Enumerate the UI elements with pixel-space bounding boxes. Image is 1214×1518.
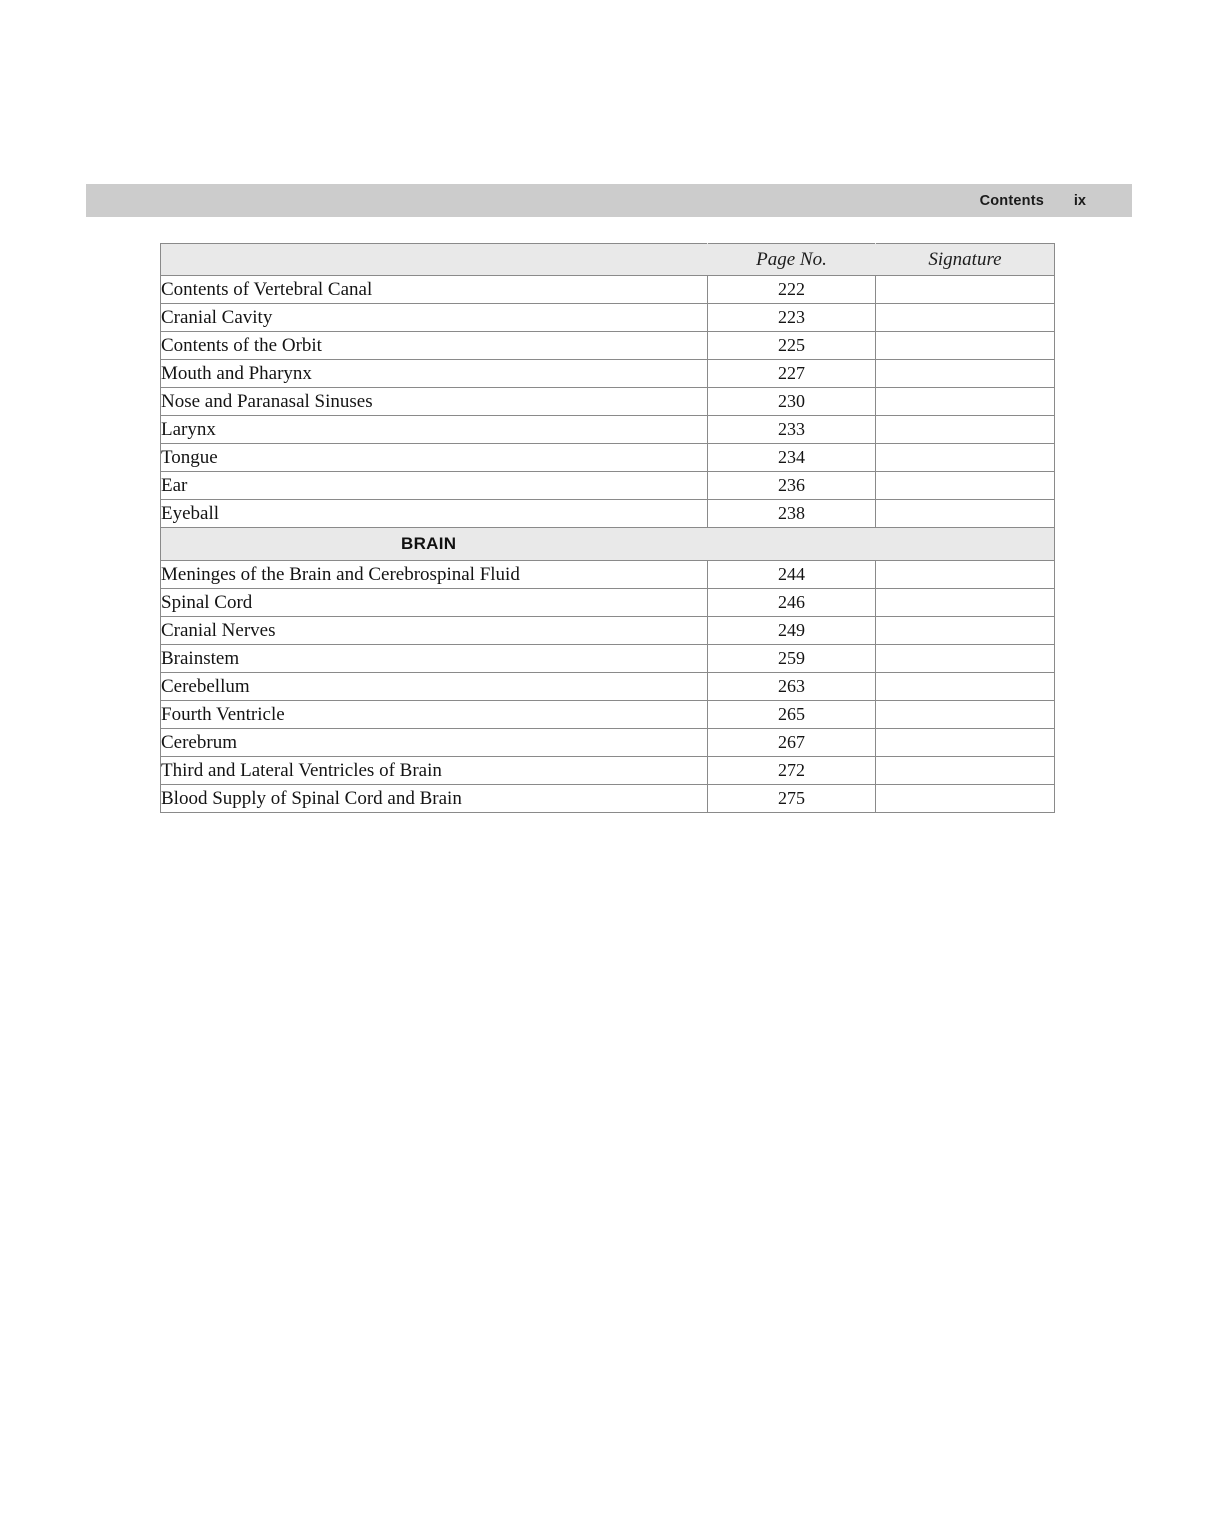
toc-entry-row[interactable] bbox=[161, 304, 1055, 332]
toc-entry-page-number: 223 bbox=[708, 304, 876, 332]
toc-entry-signature-box[interactable] bbox=[876, 500, 1055, 528]
toc-table bbox=[160, 243, 1055, 813]
toc-entry-page-number: 263 bbox=[708, 673, 876, 701]
toc-entry-page-number: 249 bbox=[708, 617, 876, 645]
toc-entry-page-number: 275 bbox=[708, 785, 876, 813]
toc-entry-row[interactable] bbox=[161, 332, 1055, 360]
toc-entry-signature-box[interactable] bbox=[876, 360, 1055, 388]
toc-entry-signature-box[interactable] bbox=[876, 388, 1055, 416]
toc-entry-page-number: 238 bbox=[708, 500, 876, 528]
toc-entry-signature-box[interactable] bbox=[876, 729, 1055, 757]
toc-entry-page-number: 225 bbox=[708, 332, 876, 360]
toc-entry-row[interactable] bbox=[161, 416, 1055, 444]
toc-entry-page-number: 236 bbox=[708, 472, 876, 500]
toc-entry-signature-box[interactable] bbox=[876, 276, 1055, 304]
toc-entry-signature-box[interactable] bbox=[876, 304, 1055, 332]
toc-entry-signature-box[interactable] bbox=[876, 472, 1055, 500]
toc-entry-row[interactable] bbox=[161, 617, 1055, 645]
toc-entry-row[interactable] bbox=[161, 757, 1055, 785]
toc-entry-row[interactable] bbox=[161, 589, 1055, 617]
toc-entry-page-number: 233 bbox=[708, 416, 876, 444]
toc-entry-page-number: 234 bbox=[708, 444, 876, 472]
toc-entry-signature-box[interactable] bbox=[876, 617, 1055, 645]
toc-entry-page-number: 230 bbox=[708, 388, 876, 416]
toc-entry-title[interactable]: Brainstem bbox=[161, 645, 708, 673]
toc-entry-page-number: 227 bbox=[708, 360, 876, 388]
toc-entry-title[interactable]: Eyeball bbox=[161, 500, 708, 528]
toc-entry-page-number: 272 bbox=[708, 757, 876, 785]
toc-entry-title[interactable]: Cerebrum bbox=[161, 729, 708, 757]
toc-entry-row[interactable] bbox=[161, 472, 1055, 500]
toc-entry-page-number: 265 bbox=[708, 701, 876, 729]
toc-entry-page-number: 244 bbox=[708, 561, 876, 589]
toc-entry-title[interactable]: Mouth and Pharynx bbox=[161, 360, 708, 388]
toc-header-signature: Signature bbox=[876, 244, 1055, 276]
toc-entry-title[interactable]: Meninges of the Brain and Cerebrospinal Fluid bbox=[161, 561, 708, 589]
toc-entry-title[interactable]: Contents of Vertebral Canal bbox=[161, 276, 708, 304]
toc-entry-row[interactable] bbox=[161, 673, 1055, 701]
toc-section-label: BRAIN bbox=[401, 534, 457, 553]
toc-entry-signature-box[interactable] bbox=[876, 645, 1055, 673]
toc-entry-page-number: 267 bbox=[708, 729, 876, 757]
running-header-band bbox=[86, 184, 1132, 217]
toc-entry-row[interactable] bbox=[161, 388, 1055, 416]
toc-header-title-cell bbox=[161, 244, 708, 276]
running-header-title: Contents bbox=[979, 192, 1044, 209]
toc-entry-row[interactable] bbox=[161, 360, 1055, 388]
toc-entry-signature-box[interactable] bbox=[876, 673, 1055, 701]
toc-entry-signature-box[interactable] bbox=[876, 757, 1055, 785]
toc-entry-title[interactable]: Cranial Cavity bbox=[161, 304, 708, 332]
toc-entry-title[interactable]: Cerebellum bbox=[161, 673, 708, 701]
toc-entry-row[interactable] bbox=[161, 276, 1055, 304]
toc-entry-title[interactable]: Tongue bbox=[161, 444, 708, 472]
toc-entry-row[interactable] bbox=[161, 785, 1055, 813]
toc-entry-signature-box[interactable] bbox=[876, 416, 1055, 444]
toc-entry-title[interactable]: Blood Supply of Spinal Cord and Brain bbox=[161, 785, 708, 813]
toc-entry-signature-box[interactable] bbox=[876, 561, 1055, 589]
toc-entry-signature-box[interactable] bbox=[876, 785, 1055, 813]
toc-entry-title[interactable]: Third and Lateral Ventricles of Brain bbox=[161, 757, 708, 785]
toc-entry-signature-box[interactable] bbox=[876, 589, 1055, 617]
toc-section-cell bbox=[161, 528, 1055, 561]
toc-header-page-no: Page No. bbox=[708, 244, 876, 276]
toc-section-row bbox=[161, 528, 1055, 561]
toc-entry-title[interactable]: Cranial Nerves bbox=[161, 617, 708, 645]
toc-entry-row[interactable] bbox=[161, 701, 1055, 729]
toc-entry-title[interactable]: Spinal Cord bbox=[161, 589, 708, 617]
toc-entry-page-number: 222 bbox=[708, 276, 876, 304]
toc-entry-signature-box[interactable] bbox=[876, 332, 1055, 360]
toc-entry-row[interactable] bbox=[161, 444, 1055, 472]
toc-entry-title[interactable]: Fourth Ventricle bbox=[161, 701, 708, 729]
toc-entry-signature-box[interactable] bbox=[876, 444, 1055, 472]
toc-entry-title[interactable]: Ear bbox=[161, 472, 708, 500]
toc-entry-row[interactable] bbox=[161, 561, 1055, 589]
page-folio-number: ix bbox=[1073, 192, 1086, 209]
toc-entry-signature-box[interactable] bbox=[876, 701, 1055, 729]
table-of-contents bbox=[160, 243, 1054, 813]
toc-entry-row[interactable] bbox=[161, 645, 1055, 673]
toc-header-row bbox=[161, 244, 1055, 276]
toc-entry-title[interactable]: Contents of the Orbit bbox=[161, 332, 708, 360]
toc-entry-row[interactable] bbox=[161, 500, 1055, 528]
toc-entry-page-number: 246 bbox=[708, 589, 876, 617]
toc-entry-title[interactable]: Nose and Paranasal Sinuses bbox=[161, 388, 708, 416]
toc-entry-page-number: 259 bbox=[708, 645, 876, 673]
toc-entry-row[interactable] bbox=[161, 729, 1055, 757]
toc-entry-title[interactable]: Larynx bbox=[161, 416, 708, 444]
